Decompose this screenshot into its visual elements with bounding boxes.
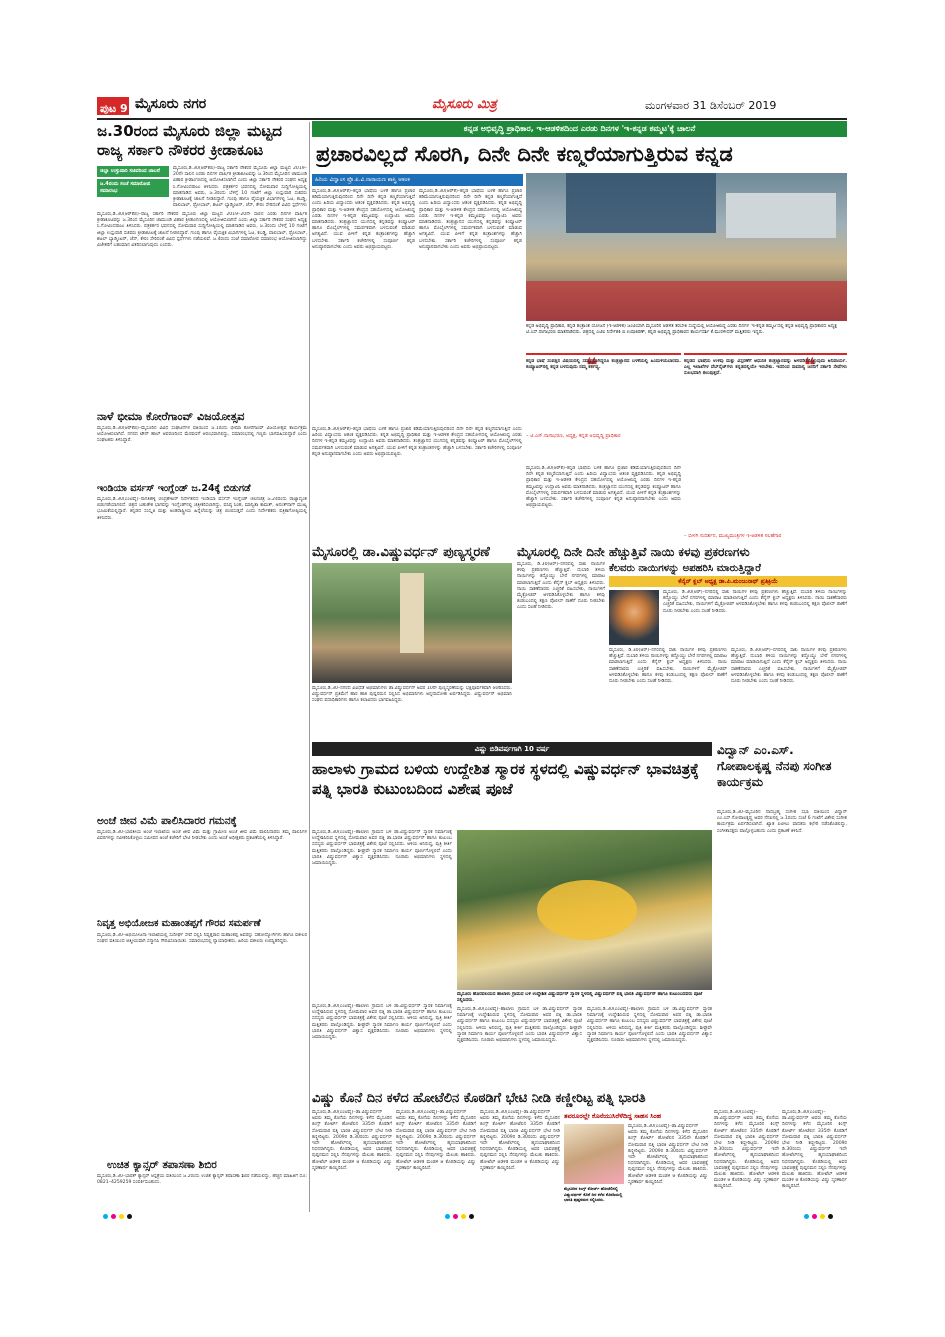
quote-attribution-2: – ಬೀಳಗಿ ಸುದರ್ಶನ, ಮುಖ್ಯಮಂತ್ರಿಗಳ ಇ-ಆಡಳಿತ ಸಲಹೆಗಾರ [684,533,782,539]
body-dogs-3: ಮೈಸೂರು, ಡಿ.30(ಆರ್‌)–ನಗರದಲ್ಲಿ ಸಾಕು ನಾಯಿಗಳ ಕಳವು ಪ್ರಕರಣಗಳು ಹೆಚ್ಚುತ್ತಿವೆ. ದುಬಾರಿ ತಳಿಯ ನಾಯಿಗಳನ್ನು ಕದ್ದೊಯ್ದು ಬೇರೆ ನಗರಗಳಲ್ಲಿ ಮಾರಾಟ ಮಾಡಲಾಗುತ್ತಿದೆ ಎಂದು ಕೆನೈನ್ ಕ್ಲಬ್ ಅಧ್ಯಕ್ಷರು ತಿಳಿಸಿದರು. ನಾಯಿ ಸಾಕಣೆದಾರರು ಎಚ್ಚರಿಕೆ ವಹಿಸಬೇಕು, ನಾಯಿಗಳಿಗೆ ಮೈಕ್ರೋಚಿಪ್ ಅಳವಡಿಸಿಕೊಳ್ಳಬೇಕು ಹಾಗೂ ಕಳವು ಕಂಡುಬಂದಲ್ಲಿ ತಕ್ಷಣ ಪೊಲೀಸ್ ಠಾಣೆಗೆ ದೂರು ನೀಡಬೇಕು ಎಂದು ಸಲಹೆ ನೀಡಿದರು. [609,648,727,685]
headline-koregaon: ನಾಳೆ ಭೀಮಾ ಕೋರೆಗಾಂವ್ ವಿಜಯೋತ್ಸವ [97,410,245,423]
quote-box-bilagi [684,353,847,543]
reg-dot [445,1214,450,1219]
headline-sports: ಜ.30ರಂದ ಮೈಸೂರು ಜಿಲ್ಲಾ ಮಟ್ಟದ ರಾಜ್ಯ ಸರ್ಕಾರಿ ನೌಕರರ ಕ್ರೀಡಾಕೂಟ [97,122,282,159]
body-vishnu-statue: ಮೈಸೂರು,ಡಿ.30–ನಗರದ ವಿವಿಧೆಡೆ ಅಭಿಮಾನಿಗಳು ಡಾ.ವಿಷ್ಣುವರ್ಧನ್ ಅವರ 10ನೇ ಪುಣ್ಯಸ್ಮರಣೆಯನ್ನು ಭಕ್ತಿಪೂರ್ವಕವಾಗಿ ಆಚರಿಸಿದರು. ವಿಷ್ಣುವರ್ಧನ್ ಪ್ರತಿಮೆಗೆ ಹಾರ ಹಾಕಿ ಪುಷ್ಪನಮನ ಸಲ್ಲಿಸಿದ ಅಭಿಮಾನಿಗಳು ಅನ್ನದಾಸೋಹ ಏರ್ಪಡಿಸಿದ್ದರು. ವಿಷ್ಣುವರ್ಧನ್ ಅಭಿಮಾನಿ ಸಂಘದ ಪದಾಧಿಕಾರಿಗಳು ಹಾಗೂ ಕಲಾವಿದರು ಭಾಗವಹಿಸಿದ್ದರು. [312,686,512,704]
column-divider [309,122,310,1212]
body-hotel-6: ಮೈಸೂರು,ಡಿ.30(ಎಂಟಿವೈ)–ಡಾ.ವಿಷ್ಣುವರ್ಧನ್ ಅವರು ತಮ್ಮ ಕೊನೆಯ ದಿನಗಳನ್ನು ಕಳೆದ ಮೈಸೂರಿನ ಕಿಂಗ್ಸ್ ಕೋರ್ಟ್ ಹೋಟೆಲಿನ 335ನೇ ಕೊಠಡಿಗೆ ಸೋಮವಾರ ಪತ್ನಿ ಭಾರತಿ ವಿಷ್ಣುವರ್ಧನ್ ಭೇಟಿ ನೀಡಿ ಕಣ್ಣೀರಿಟ್ಟರು. 2009ರ ಡಿ.30ರಂದು ವಿಷ್ಣುವರ್ಧನ್ ಇದೇ ಹೋಟೆಲ್‌ನಲ್ಲಿ ಹೃದಯಾಘಾತದಿಂದ ನಿಧನರಾಗಿದ್ದರು. ಕೊಠಡಿಯಲ್ಲಿ ಅವರ ಭಾವಚಿತ್ರಕ್ಕೆ ಪುಷ್ಪನಮನ ಸಲ್ಲಿಸಿ ನೆನಪುಗಳನ್ನು ಮೆಲುಕು ಹಾಕಿದರು. ಹೋಟೆಲ್ ಆಡಳಿತ ಮಂಡಳಿ ಆ ಕೊಠಡಿಯನ್ನು ವಿಷ್ಣು ಸ್ಮರಣಾರ್ಥ ಕಾಯ್ದಿರಿಸಿದೆ. [782,1110,847,1190]
headline-dogs: ಮೈಸೂರಲ್ಲಿ ದಿನೇ ದಿನೇ ಹೆಚ್ಚುತ್ತಿವೆ ನಾಯಿ ಕಳವು ಪ್ರಕರಣಗಳು [517,545,750,559]
body-hotel-2: ಮೈಸೂರು,ಡಿ.30(ಎಂಟಿವೈ)–ಡಾ.ವಿಷ್ಣುವರ್ಧನ್ ಅವರು ತಮ್ಮ ಕೊನೆಯ ದಿನಗಳನ್ನು ಕಳೆದ ಮೈಸೂರಿನ ಕಿಂಗ್ಸ್ ಕೋರ್ಟ್ ಹೋಟೆಲಿನ 335ನೇ ಕೊಠಡಿಗೆ ಸೋಮವಾರ ಪತ್ನಿ ಭಾರತಿ ವಿಷ್ಣುವರ್ಧನ್ ಭೇಟಿ ನೀಡಿ ಕಣ್ಣೀರಿಟ್ಟರು. 2009ರ ಡಿ.30ರಂದು ವಿಷ್ಣುವರ್ಧನ್ ಇದೇ ಹೋಟೆಲ್‌ನಲ್ಲಿ ಹೃದಯಾಘಾತದಿಂದ ನಿಧನರಾಗಿದ್ದರು. ಕೊಠಡಿಯಲ್ಲಿ ಅವರ ಭಾವಚಿತ್ರಕ್ಕೆ ಪುಷ್ಪನಮನ ಸಲ್ಲಿಸಿ ನೆನಪುಗಳನ್ನು ಮೆಲುಕು ಹಾಕಿದರು. ಹೋಟೆಲ್ ಆಡಳಿತ ಮಂಡಳಿ ಆ ಕೊಠಡಿಯನ್ನು ವಿಷ್ಣು ಸ್ಮರಣಾರ್ಥ ಕಾಯ್ದಿರಿಸಿದೆ. [396,1110,476,1171]
headline-hotel: ವಿಷ್ಣು ಕೊನೆ ದಿನ ಕಳೆದ ಹೋಟೆಲಿನ ಕೊಠಡಿಗೆ ಭೇಟಿ ನೀಡಿ ಕಣ್ಣೀರಿಟ್ಟ ಪತ್ನಿ ಭಾರತಿ [312,1091,646,1106]
masthead-rule [97,118,847,120]
headline-insurance: ಅಂಚೆ ಜೀವ ವಿಮೆ ಪಾಲಿಸಿದಾರರ ಗಮನಕ್ಕೆ [97,815,237,827]
fact-box [97,166,169,206]
body-kannada-4: ಮೈಸೂರು,ಡಿ.30(ಆರ್‌ಕೆ)–ಕನ್ನಡ ಭಾಷೆಯ ಬಳಕೆ ಹಾಗೂ ಪ್ರಚಾರ ಕಡಿಮೆಯಾಗುತ್ತಿರುವುದರಿಂದ ದಿನೇ ದಿನೇ ಕನ್ನಡ ಕಣ್ಮರೆಯಾಗುತ್ತಿದೆ ಎಂದು ಹಿರಿಯ ವಿದ್ವಾಂಸರು ಆತಂಕ ವ್ಯಕ್ತಪಡಿಸಿದರು. ಕನ್ನಡ ಅಭಿವೃದ್ಧಿ ಪ್ರಾಧಿಕಾರ ಮತ್ತು ಇ-ಆಡಳಿತ ಕೇಂದ್ರದ ಸಹಯೋಗದಲ್ಲಿ ಆಯೋಜಿಸಿದ್ದ ಎರಡು ದಿನಗಳ ಇ-ಕನ್ನಡ ಕಮ್ಮಟವನ್ನು ಉದ್ಘಾಟಿಸಿ ಅವರು ಮಾತನಾಡಿದರು. ತಂತ್ರಜ್ಞಾನದ ಯುಗದಲ್ಲಿ ಕನ್ನಡವನ್ನು ಕಂಪ್ಯೂಟರ್ ಹಾಗೂ ಮೊಬೈಲ್‌ಗಳಲ್ಲಿ ಸಮರ್ಪಕವಾಗಿ ಬಳಸುವಂತೆ ಮಾಡುವ ಅಗತ್ಯವಿದೆ. ಯುವ ಪೀಳಿಗೆ ಕನ್ನಡ ತಂತ್ರಾಂಶಗಳನ್ನು ಹೆಚ್ಚಾಗಿ ಬಳಸಬೇಕು. ಸರ್ಕಾರಿ ಕಚೇರಿಗಳಲ್ಲಿ ಸಂಪೂರ್ಣ ಕನ್ನಡ ಅನುಷ್ಠಾನವಾಗಬೇಕು ಎಂದು ಅವರು ಅಭಿಪ್ರಾಯಪಟ್ಟರು. [312,427,522,457]
body-vishnu-family-3: ಮೈಸೂರು,ಡಿ.30(ಎಂಟಿವೈ)–ಹಾಲಾಳು ಗ್ರಾಮದ ಬಳಿ ಡಾ.ವಿಷ್ಣುವರ್ಧನ್ ಸ್ಮಾರಕ ನಿರ್ಮಾಣಕ್ಕೆ ಉದ್ದೇಶಿಸಿರುವ ಸ್ಥಳದಲ್ಲಿ ಸೋಮವಾರ ಅವರ ಪತ್ನಿ ಡಾ.ಭಾರತಿ ವಿಷ್ಣುವರ್ಧನ್ ಹಾಗೂ ಕುಟುಂಬ ಸದಸ್ಯರು ವಿಷ್ಣುವರ್ಧನ್ ಭಾವಚಿತ್ರಕ್ಕೆ ವಿಶೇಷ ಪೂಜೆ ಸಲ್ಲಿಸಿದರು. ಅಳಿಯ ಅನಿರುದ್ಧ, ಪುತ್ರಿ ಕೀರ್ತಿ ಮತ್ತಿತರರು ಪಾಲ್ಗೊಂಡಿದ್ದರು. ಶೀಘ್ರವೇ ಸ್ಮಾರಕ ನಿರ್ಮಾಣ ಕಾರ್ಯ ಪೂರ್ಣಗೊಳ್ಳಲಿದೆ ಎಂದು ಭಾರತಿ ವಿಷ್ಣುವರ್ಧನ್ ವಿಶ್ವಾಸ ವ್ಯಕ್ತಪಡಿಸಿದರು. ನೂರಾರು ಅಭಿಮಾನಿಗಳು ಸ್ಥಳದಲ್ಲಿ ಜಮಾಯಿಸಿದ್ದರು. [457,1007,582,1044]
caption-kannada: ಕನ್ನಡ ಅಭಿವೃದ್ಧಿ ಪ್ರಾಧಿಕಾರ, ಕನ್ನಡ ತಂತ್ರಾಂಶ ಯೋಜನೆ (ಇ-ಆಡಳಿತ) ಜಂಟಿಯಾಗಿ ಮೈಸೂರಿನ ಆಡಳಿತ ತರಬೇತಿ ಸಂಸ್ಥೆಯಲ್ಲಿ ಆಯೋಜಿಸಿದ್ದ ಎರಡು ದಿನಗಳ 'ಇ-ಕನ್ನಡ ಕಮ್ಮಟ'ದಲ್ಲಿ ಕನ್ನಡ ಅಭಿವೃದ್ಧಿ ಪ್ರಾಧಿಕಾರದ ಅಧ್ಯಕ್ಷ ಟಿ.ಎಸ್.ನಾಗಾಭರಣ ಮಾತನಾಡಿದರು. ಚಿತ್ರದಲ್ಲಿ ಎಟಿಐ ನಿರ್ದೇಶಕಿ ಬಿ.ಉಷಾಕಿರಣ್, ಕನ್ನಡ ಅಭಿವೃದ್ಧಿ ಪ್ರಾಧಿಕಾರದ ಕಾರ್ಯದರ್ಶಿ ಕೆ.ಮುರಳೀಧರ್ ಮತ್ತಿತರರು ಇದ್ದರು. [526,324,837,335]
reg-dot [820,1214,825,1219]
reg-dot [469,1214,474,1219]
story-dogs [517,544,847,739]
body-dogs-1: ಮೈಸೂರು, ಡಿ.30(ಆರ್‌)–ನಗರದಲ್ಲಿ ಸಾಕು ನಾಯಿಗಳ ಕಳವು ಪ್ರಕರಣಗಳು ಹೆಚ್ಚುತ್ತಿವೆ. ದುಬಾರಿ ತಳಿಯ ನಾಯಿಗಳನ್ನು ಕದ್ದೊಯ್ದು ಬೇರೆ ನಗರಗಳಲ್ಲಿ ಮಾರಾಟ ಮಾಡಲಾಗುತ್ತಿದೆ ಎಂದು ಕೆನೈನ್ ಕ್ಲಬ್ ಅಧ್ಯಕ್ಷರು ತಿಳಿಸಿದರು. ನಾಯಿ ಸಾಕಣೆದಾರರು ಎಚ್ಚರಿಕೆ ವಹಿಸಬೇಕು, ನಾಯಿಗಳಿಗೆ ಮೈಕ್ರೋಚಿಪ್ ಅಳವಡಿಸಿಕೊಳ್ಳಬೇಕು ಹಾಗೂ ಕಳವು ಕಂಡುಬಂದಲ್ಲಿ ತಕ್ಷಣ ಪೊಲೀಸ್ ಠಾಣೆಗೆ ದೂರು ನೀಡಬೇಕು ಎಂದು ಸಲಹೆ ನೀಡಿದರು. [517,562,605,611]
headline-retired: ನಿವೃತ್ತ ಅಭಿಯೋಜಕ ಮಹಾಂತಪ್ಪಗೆ ಗೌರವ ಸಮರ್ಪಣೆ [97,918,261,929]
story-cancer [97,1158,307,1213]
kicker-dogs: ಕೆನೈನ್ ಕ್ಲಬ್ ಅಧ್ಯಕ್ಷ ಡಾ.ಪಿ.ಮಂಜುನಾಥ್ ಪ್ರತಿಕ್ರಿಯೆ [609,576,847,587]
body-dogs-2: ಮೈಸೂರು, ಡಿ.30(ಆರ್‌)–ನಗರದಲ್ಲಿ ಸಾಕು ನಾಯಿಗಳ ಕಳವು ಪ್ರಕರಣಗಳು ಹೆಚ್ಚುತ್ತಿವೆ. ದುಬಾರಿ ತಳಿಯ ನಾಯಿಗಳನ್ನು ಕದ್ದೊಯ್ದು ಬೇರೆ ನಗರಗಳಲ್ಲಿ ಮಾರಾಟ ಮಾಡಲಾಗುತ್ತಿದೆ ಎಂದು ಕೆನೈನ್ ಕ್ಲಬ್ ಅಧ್ಯಕ್ಷರು ತಿಳಿಸಿದರು. ನಾಯಿ ಸಾಕಣೆದಾರರು ಎಚ್ಚರಿಕೆ ವಹಿಸಬೇಕು, ನಾಯಿಗಳಿಗೆ ಮೈಕ್ರೋಚಿಪ್ ಅಳವಡಿಸಿಕೊಳ್ಳಬೇಕು ಹಾಗೂ ಕಳವು ಕಂಡುಬಂದಲ್ಲಿ ತಕ್ಷಣ ಪೊಲೀಸ್ ಠಾಣೆಗೆ ದೂರು ನೀಡಬೇಕು ಎಂದು ಸಲಹೆ ನೀಡಿದರು. [663,590,847,614]
reg-dot [453,1214,458,1219]
body-koregaon: ಮೈಸೂರು,ಡಿ.30(ಆರ್‌ಕೆಬಿ)–ಮೈಸೂರಿನ ವಿವಿಧ ಸಂಘಟನೆಗಳ ವತಿಯಿಂದ ಜ.1ರಂದು ಭೀಮಾ ಕೋರೆಗಾಂವ್ ವಿಜಯೋತ್ಸವ ಕಾರ್ಯಕ್ರಮ ಆಯೋಜಿಸಲಾಗಿದೆ. ನಗರದ ಟೌನ್ ಹಾಲ್ ಆವರಣದಿಂದ ಮೆರವಣಿಗೆ ಆರಂಭವಾಗಲಿದ್ದು, ಸಮಾರಂಭದಲ್ಲಿ ಗಣ್ಯರು ಭಾಗವಹಿಸಲಿದ್ದಾರೆ ಎಂದು ಸಂಘಟಕರು ತಿಳಿಸಿದ್ದಾರೆ. [97,426,307,444]
story-koregaon [97,410,307,482]
quote-mark-icon: ❝ [586,353,598,377]
quote-box-nagabharana [526,353,681,465]
story-sports [97,122,307,407]
masthead [97,95,847,117]
caption-vishnu-family: ಮೈಸೂರು ಹೊರವಲಯದ ಹಾಲಾಳು ಗ್ರಾಮದ ಬಳಿ ಉದ್ದೇಶಿತ ವಿಷ್ಣುವರ್ಧನ್ ಸ್ಮಾರಕ ಸ್ಥಳದಲ್ಲಿ ವಿಷ್ಣುವರ್ಧನ್ ಪತ್ನಿ ಭಾರತಿ ವಿಷ್ಣುವರ್ಧನ್ ಹಾಗೂ ಕುಟುಂಬದವರು ಪೂಜೆ ಸಲ್ಲಿಸಿದರು. [457,992,703,1003]
photo-vishnu-statue [312,563,512,683]
body-hotel-1: ಮೈಸೂರು,ಡಿ.30(ಎಂಟಿವೈ)–ಡಾ.ವಿಷ್ಣುವರ್ಧನ್ ಅವರು ತಮ್ಮ ಕೊನೆಯ ದಿನಗಳನ್ನು ಕಳೆದ ಮೈಸೂರಿನ ಕಿಂಗ್ಸ್ ಕೋರ್ಟ್ ಹೋಟೆಲಿನ 335ನೇ ಕೊಠಡಿಗೆ ಸೋಮವಾರ ಪತ್ನಿ ಭಾರತಿ ವಿಷ್ಣುವರ್ಧನ್ ಭೇಟಿ ನೀಡಿ ಕಣ್ಣೀರಿಟ್ಟರು. 2009ರ ಡಿ.30ರಂದು ವಿಷ್ಣುವರ್ಧನ್ ಇದೇ ಹೋಟೆಲ್‌ನಲ್ಲಿ ಹೃದಯಾಘಾತದಿಂದ ನಿಧನರಾಗಿದ್ದರು. ಕೊಠಡಿಯಲ್ಲಿ ಅವರ ಭಾವಚಿತ್ರಕ್ಕೆ ಪುಷ್ಪನಮನ ಸಲ್ಲಿಸಿ ನೆನಪುಗಳನ್ನು ಮೆಲುಕು ಹಾಕಿದರು. ಹೋಟೆಲ್ ಆಡಳಿತ ಮಂಡಳಿ ಆ ಕೊಠಡಿಯನ್ನು ವಿಷ್ಣು ಸ್ಮರಣಾರ್ಥ ಕಾಯ್ದಿರಿಸಿದೆ. [312,1110,392,1171]
fact-box-item-1: ಜಿಲ್ಲಾ ಉಸ್ತುವಾರಿ ಸಚಿವರಿಂದ ಚಾಲನೆ [97,166,169,177]
reg-dot [461,1214,466,1219]
banner-kannada: ಕನ್ನಡ ಅಭಿವೃದ್ಧಿ ಪ್ರಾಧಿಕಾರ, ಇ-ಆಡಳಿತದಿಂದ ಎರಡು ದಿನಗಳ 'ಇ-ಕನ್ನಡ ಕಮ್ಮಟ'ಕ್ಕೆ ಚಾಲನೆ [312,121,847,137]
reg-dot [127,1214,132,1219]
photo-statue-figure [400,573,424,653]
headline-vishnu-statue: ಮೈಸೂರಲ್ಲಿ ಡಾ.ವಿಷ್ಣುವರ್ಧನ್ ಪುಣ್ಯಸ್ಮರಣೆ [312,545,490,560]
paper-logo: ಮೈಸೂರು ಮಿತ್ರ [432,97,497,112]
story-kannada [312,121,847,541]
story-music [717,742,847,1087]
body-sports-b: ಮೈಸೂರು,ಡಿ.30(ಆರ್‌ಕೆಬಿ)–ರಾಜ್ಯ ಸರ್ಕಾರಿ ನೌಕರರ ಮೈಸೂರು ಜಿಲ್ಲಾ ಮಟ್ಟದ 2019–20ನೇ ಸಾಲಿನ ಎರಡು ದಿನಗಳ ವಾರ್ಷಿಕ ಕ್ರೀಡಾಕೂಟವನ್ನು ಜ.3ರಿಂದ ಮೈಸೂರಿನ ಚಾಮುಂಡಿ ವಿಹಾರ ಕ್ರೀಡಾಂಗಣದಲ್ಲಿ ಆಯೋಜಿಸಲಾಗಿದೆ ಎಂದು ಜಿಲ್ಲಾ ಸರ್ಕಾರಿ ನೌಕರರ ಸಂಘದ ಅಧ್ಯಕ್ಷ ಸಿ.ಗೋವಿಂದರಾಜು ತಿಳಿಸಿದರು. ಪತ್ರಕರ್ತರ ಭವನದಲ್ಲಿ ಸೋಮವಾರ ಸುದ್ದಿಗೋಷ್ಠಿಯಲ್ಲಿ ಮಾತನಾಡಿದ ಅವರು, ಜ.3ರಂದು ಬೆಳಿಗ್ಗೆ 10 ಗಂಟೆಗೆ ಜಿಲ್ಲಾ ಉಸ್ತುವಾರಿ ಸಚಿವರು ಕ್ರೀಡಾಕೂಟಕ್ಕೆ ಚಾಲನೆ ನೀಡಲಿದ್ದಾರೆ. ಗುಂಪು ಹಾಗೂ ವೈಯಕ್ತಿಕ ವಿಭಾಗಗಳಲ್ಲಿ ಓಟ, ಕಬಡ್ಡಿ, ವಾಲಿಬಾಲ್, ಥ್ರೋಬಾಲ್, ಶಟಲ್ ಬ್ಯಾಡ್ಮಿಂಟನ್, ಚೆಸ್, ಕೇರಂ ಸೇರಿದಂತೆ ವಿವಿಧ ಸ್ಪರ್ಧೆಗಳು ನಡೆಯಲಿವೆ. ಜ.4ರಂದು ಸಂಜೆ ಸಮಾರೋಪ ಸಮಾರಂಭ ಆಯೋಜಿಸಲಾಗಿದ್ದು ವಿಜೇತರಿಗೆ ಬಹುಮಾನ ವಿತರಿಸಲಾಗುವುದು ಎಂದರು. [97,212,307,249]
caption-hotel: ಮೈಸೂರಿನ ಕಿಂಗ್ಸ್ ಕೋರ್ಟ್ ಹೋಟೆಲಿನಲ್ಲಿ ವಿಷ್ಣುವರ್ಧನ್ ಕೊನೆ ದಿನ ಕಳೆದ ಕೊಠಡಿಯಲ್ಲಿ ಭಾರತಿ ಪುಷ್ಪನಮನ ಸಲ್ಲಿಸಿದರು. [564,1186,623,1202]
reg-dot [828,1214,833,1219]
subhead-hotel: ತವರೂರಲ್ಲೇ ಕೊನೆಯುಸಿರೆಳೆದಿದ್ದ ಸಾಹಸ ಸಿಂಹ [564,1112,662,1120]
kicker-kannada: ಹಿರಿಯ ವಿದ್ವಾಂಸ ಪ್ರೊ.ಪಿ.ವಿ.ನಾರಾಯಣ ಶಾಸ್ತ್ರಿ ಆತಂಕ [312,174,523,186]
reg-dot [119,1214,124,1219]
reg-dot [812,1214,817,1219]
page-number: ಪುಟ 9 [100,102,128,115]
body-cricket: ಮೈಸೂರು,ಡಿ.30(ಎಂಟಿವೈ)–ನಾಗತಿಹಳ್ಳಿ ಚಂದ್ರಶೇಖರ್ ನಿರ್ದೇಶನದ ಇಂಡಿಯಾ ವರ್ಸಸ್ ಇಂಗ್ಲೆಂಡ್ ಚಲನಚಿತ್ರ ಜ.24ರಂದು ರಾಜ್ಯಾದ್ಯಂತ ಬಿಡುಗಡೆಯಾಗಲಿದೆ. ಚಿತ್ರದ ಬಹುತೇಕ ಭಾಗವನ್ನು ಇಂಗ್ಲೆಂಡ್‌ನಲ್ಲಿ ಚಿತ್ರೀಕರಿಸಲಾಗಿದ್ದು, ವಸಿಷ್ಠ ಸಿಂಹ, ಮಾನ್ವಿತಾ ಕಾಮತ್, ಅನಂತ್‌ನಾಗ್ ಮುಖ್ಯ ಭೂಮಿಕೆಯಲ್ಲಿದ್ದಾರೆ. ಕನ್ನಡದ ಸಂಸ್ಕೃತಿ ಮತ್ತು ಅಂತರಾಷ್ಟ್ರೀಯ ಹಿನ್ನೆಲೆಯನ್ನು ಚಿತ್ರ ಬಿಂಬಿಸುತ್ತದೆ ಎಂದು ನಿರ್ದೇಶಕರು ಪತ್ರಿಕಾಗೋಷ್ಠಿಯಲ್ಲಿ ತಿಳಿಸಿದರು. [97,497,307,521]
body-vishnu-family-2: ಮೈಸೂರು,ಡಿ.30(ಎಂಟಿವೈ)–ಹಾಲಾಳು ಗ್ರಾಮದ ಬಳಿ ಡಾ.ವಿಷ್ಣುವರ್ಧನ್ ಸ್ಮಾರಕ ನಿರ್ಮಾಣಕ್ಕೆ ಉದ್ದೇಶಿಸಿರುವ ಸ್ಥಳದಲ್ಲಿ ಸೋಮವಾರ ಅವರ ಪತ್ನಿ ಡಾ.ಭಾರತಿ ವಿಷ್ಣುವರ್ಧನ್ ಹಾಗೂ ಕುಟುಂಬ ಸದಸ್ಯರು ವಿಷ್ಣುವರ್ಧನ್ ಭಾವಚಿತ್ರಕ್ಕೆ ವಿಶೇಷ ಪೂಜೆ ಸಲ್ಲಿಸಿದರು. ಅಳಿಯ ಅನಿರುದ್ಧ, ಪುತ್ರಿ ಕೀರ್ತಿ ಮತ್ತಿತರರು ಪಾಲ್ಗೊಂಡಿದ್ದರು. ಶೀಘ್ರವೇ ಸ್ಮಾರಕ ನಿರ್ಮಾಣ ಕಾರ್ಯ ಪೂರ್ಣಗೊಳ್ಳಲಿದೆ ಎಂದು ಭಾರತಿ ವಿಷ್ಣುವರ್ಧನ್ ವಿಶ್ವಾಸ ವ್ಯಕ್ತಪಡಿಸಿದರು. ನೂರಾರು ಅಭಿಮಾನಿಗಳು ಸ್ಥಳದಲ್ಲಿ ಜಮಾಯಿಸಿದ್ದರು. [312,1004,452,1041]
story-vishnu-family [312,742,712,1087]
photo-vishnu-family [457,830,712,990]
body-music: ಮೈಸೂರು,ಡಿ.30–ಮೈಸೂರಿನ ನಾದಬ್ರಹ್ಮ ಸಂಗೀತ ಸಭಾ ವತಿಯಿಂದ ವಿದ್ವಾನ್ ಎಂ.ಎಸ್.ಗೋಪಾಲಕೃಷ್ಣ ಅವರ ನೆನಪಿನಲ್ಲಿ ಜ.1ರಂದು ಸಂಜೆ 6 ಗಂಟೆಗೆ ವಿಶೇಷ ಸಂಗೀತ ಕಾರ್ಯಕ್ರಮ ಏರ್ಪಡಿಸಲಾಗಿದೆ. ಖ್ಯಾತ ಪಿಟೀಲು ವಾದಕರು ಕಛೇರಿ ನಡೆಸಿಕೊಡಲಿದ್ದು, ಸಂಗೀತಾಸಕ್ತರು ಪಾಲ್ಗೊಳ್ಳಬಹುದು ಎಂದು ಪ್ರಕಟಣೆ ತಿಳಿಸಿದೆ. [717,810,847,834]
registration-marks-center [445,1214,515,1220]
story-insurance [97,814,307,914]
reg-dot [103,1214,108,1219]
reg-dot [804,1214,809,1219]
subhead-dogs: ಕೆಲವರು ನಾಯಿಗಳನ್ನು ಅಪಹರಿಸಿ ಮಾರುತ್ತಿದ್ದಾರೆ [609,563,761,574]
body-hotel-5: ಮೈಸೂರು,ಡಿ.30(ಎಂಟಿವೈ)–ಡಾ.ವಿಷ್ಣುವರ್ಧನ್ ಅವರು ತಮ್ಮ ಕೊನೆಯ ದಿನಗಳನ್ನು ಕಳೆದ ಮೈಸೂರಿನ ಕಿಂಗ್ಸ್ ಕೋರ್ಟ್ ಹೋಟೆಲಿನ 335ನೇ ಕೊಠಡಿಗೆ ಸೋಮವಾರ ಪತ್ನಿ ಭಾರತಿ ವಿಷ್ಣುವರ್ಧನ್ ಭೇಟಿ ನೀಡಿ ಕಣ್ಣೀರಿಟ್ಟರು. 2009ರ ಡಿ.30ರಂದು ವಿಷ್ಣುವರ್ಧನ್ ಇದೇ ಹೋಟೆಲ್‌ನಲ್ಲಿ ಹೃದಯಾಘಾತದಿಂದ ನಿಧನರಾಗಿದ್ದರು. ಕೊಠಡಿಯಲ್ಲಿ ಅವರ ಭಾವಚಿತ್ರಕ್ಕೆ ಪುಷ್ಪನಮನ ಸಲ್ಲಿಸಿ ನೆನಪುಗಳನ್ನು ಮೆಲುಕು ಹಾಕಿದರು. ಹೋಟೆಲ್ ಆಡಳಿತ ಮಂಡಳಿ ಆ ಕೊಠಡಿಯನ್ನು ವಿಷ್ಣು ಸ್ಮರಣಾರ್ಥ ಕಾಯ್ದಿರಿಸಿದೆ. [714,1110,779,1190]
photo-screen [726,193,836,238]
body-cancer: ಮೈಸೂರು,ಡಿ.30–ಭಾರತ್ ಕ್ಯಾನ್ಸರ್ ಆಸ್ಪತ್ರೆಯ ವತಿಯಿಂದ ಜ.2ರಂದು ಉಚಿತ ಕ್ಯಾನ್ಸರ್ ತಪಾಸಣಾ ಶಿಬಿರ ನಡೆಯಲಿದ್ದು, ಹೆಚ್ಚಿನ ಮಾಹಿತಿಗೆ ದೂ: 0821–4259259 ಸಂಪರ್ಕಿಸಬಹುದು. [97,1174,307,1186]
body-insurance: ಮೈಸೂರು,ಡಿ.30–ಭಾರತೀಯ ಅಂಚೆ ಇಲಾಖೆಯ ಅಂಚೆ ಜೀವ ವಿಮೆ ಮತ್ತು ಗ್ರಾಮೀಣ ಅಂಚೆ ಜೀವ ವಿಮೆ ಪಾಲಿಸಿದಾರರು ತಮ್ಮ ಪಾಲಿಸಿಗಳ ವಿವರಗಳನ್ನು ನವೀಕರಿಸಿಕೊಳ್ಳಲು ಸಮೀಪದ ಅಂಚೆ ಕಚೇರಿಗೆ ಭೇಟಿ ನೀಡಬೇಕು ಎಂದು ಅಂಚೆ ಅಧೀಕ್ಷಕರು ಪ್ರಕಟಣೆಯಲ್ಲಿ ತಿಳಿಸಿದ್ದಾರೆ. [97,830,307,842]
body-dogs-4: ಮೈಸೂರು, ಡಿ.30(ಆರ್‌)–ನಗರದಲ್ಲಿ ಸಾಕು ನಾಯಿಗಳ ಕಳವು ಪ್ರಕರಣಗಳು ಹೆಚ್ಚುತ್ತಿವೆ. ದುಬಾರಿ ತಳಿಯ ನಾಯಿಗಳನ್ನು ಕದ್ದೊಯ್ದು ಬೇರೆ ನಗರಗಳಲ್ಲಿ ಮಾರಾಟ ಮಾಡಲಾಗುತ್ತಿದೆ ಎಂದು ಕೆನೈನ್ ಕ್ಲಬ್ ಅಧ್ಯಕ್ಷರು ತಿಳಿಸಿದರು. ನಾಯಿ ಸಾಕಣೆದಾರರು ಎಚ್ಚರಿಕೆ ವಹಿಸಬೇಕು, ನಾಯಿಗಳಿಗೆ ಮೈಕ್ರೋಚಿಪ್ ಅಳವಡಿಸಿಕೊಳ್ಳಬೇಕು ಹಾಗೂ ಕಳವು ಕಂಡುಬಂದಲ್ಲಿ ತಕ್ಷಣ ಪೊಲೀಸ್ ಠಾಣೆಗೆ ದೂರು ನೀಡಬೇಕು ಎಂದು ಸಲಹೆ ನೀಡಿದರು. [731,648,847,685]
headline-cancer: ಉಚಿತ ಕ್ಯಾನ್ಸರ್ ತಪಾಸಣಾ ಶಿಬಿರ [107,1159,217,1171]
body-vishnu-family-1: ಮೈಸೂರು,ಡಿ.30(ಎಂಟಿವೈ)–ಹಾಲಾಳು ಗ್ರಾಮದ ಬಳಿ ಡಾ.ವಿಷ್ಣುವರ್ಧನ್ ಸ್ಮಾರಕ ನಿರ್ಮಾಣಕ್ಕೆ ಉದ್ದೇಶಿಸಿರುವ ಸ್ಥಳದಲ್ಲಿ ಸೋಮವಾರ ಅವರ ಪತ್ನಿ ಡಾ.ಭಾರತಿ ವಿಷ್ಣುವರ್ಧನ್ ಹಾಗೂ ಕುಟುಂಬ ಸದಸ್ಯರು ವಿಷ್ಣುವರ್ಧನ್ ಭಾವಚಿತ್ರಕ್ಕೆ ವಿಶೇಷ ಪೂಜೆ ಸಲ್ಲಿಸಿದರು. ಅಳಿಯ ಅನಿರುದ್ಧ, ಪುತ್ರಿ ಕೀರ್ತಿ ಮತ್ತಿತರರು ಪಾಲ್ಗೊಂಡಿದ್ದರು. ಶೀಘ್ರವೇ ಸ್ಮಾರಕ ನಿರ್ಮಾಣ ಕಾರ್ಯ ಪೂರ್ಣಗೊಳ್ಳಲಿದೆ ಎಂದು ಭಾರತಿ ವಿಷ್ಣುವರ್ಧನ್ ವಿಶ್ವಾಸ ವ್ಯಕ್ತಪಡಿಸಿದರು. ನೂರಾರು ಅಭಿಮಾನಿಗಳು ಸ್ಥಳದಲ್ಲಿ ಜಮಾಯಿಸಿದ್ದರು. [312,830,452,867]
page-number-badge [97,97,129,115]
story-retired [97,917,307,1057]
quote-text-1: ಕನ್ನಡ ಭಾಷೆ ಸಂಪತ್ತಿನ ವಿಷಯದಲ್ಲಿ ಸಮೃದ್ಧವಾಗಿದ್ದರೂ ತಂತ್ರಜ್ಞಾನದ ಬಳಕೆಯಲ್ಲಿ ಹಿಂದುಳಿಯಬಾರದು. ಕಂಪ್ಯೂಟರ್‌ನಲ್ಲಿ ಕನ್ನಡ ಬಳಸುವುದು ನಮ್ಮ ಕರ್ತವ್ಯ. [526,359,681,371]
quote-mark-icon-2: ❝ [804,353,816,377]
body-kannada-1: ಮೈಸೂರು,ಡಿ.30(ಆರ್‌ಕೆ)–ಕನ್ನಡ ಭಾಷೆಯ ಬಳಕೆ ಹಾಗೂ ಪ್ರಚಾರ ಕಡಿಮೆಯಾಗುತ್ತಿರುವುದರಿಂದ ದಿನೇ ದಿನೇ ಕನ್ನಡ ಕಣ್ಮರೆಯಾಗುತ್ತಿದೆ ಎಂದು ಹಿರಿಯ ವಿದ್ವಾಂಸರು ಆತಂಕ ವ್ಯಕ್ತಪಡಿಸಿದರು. ಕನ್ನಡ ಅಭಿವೃದ್ಧಿ ಪ್ರಾಧಿಕಾರ ಮತ್ತು ಇ-ಆಡಳಿತ ಕೇಂದ್ರದ ಸಹಯೋಗದಲ್ಲಿ ಆಯೋಜಿಸಿದ್ದ ಎರಡು ದಿನಗಳ ಇ-ಕನ್ನಡ ಕಮ್ಮಟವನ್ನು ಉದ್ಘಾಟಿಸಿ ಅವರು ಮಾತನಾಡಿದರು. ತಂತ್ರಜ್ಞಾನದ ಯುಗದಲ್ಲಿ ಕನ್ನಡವನ್ನು ಕಂಪ್ಯೂಟರ್ ಹಾಗೂ ಮೊಬೈಲ್‌ಗಳಲ್ಲಿ ಸಮರ್ಪಕವಾಗಿ ಬಳಸುವಂತೆ ಮಾಡುವ ಅಗತ್ಯವಿದೆ. ಯುವ ಪೀಳಿಗೆ ಕನ್ನಡ ತಂತ್ರಾಂಶಗಳನ್ನು ಹೆಚ್ಚಾಗಿ ಬಳಸಬೇಕು. ಸರ್ಕಾರಿ ಕಚೇರಿಗಳಲ್ಲಿ ಸಂಪೂರ್ಣ ಕನ್ನಡ ಅನುಷ್ಠಾನವಾಗಬೇಕು ಎಂದು ಅವರು ಅಭಿಪ್ರಾಯಪಟ್ಟರು. [312,189,415,250]
quote-attribution-1: – ಟಿ.ಎಸ್.ನಾಗಾಭರಣ, ಅಧ್ಯಕ್ಷ, ಕನ್ನಡ ಅಭಿವೃದ್ಧಿ ಪ್ರಾಧಿಕಾರ [526,433,621,439]
body-hotel-3: ಮೈಸೂರು,ಡಿ.30(ಎಂಟಿವೈ)–ಡಾ.ವಿಷ್ಣುವರ್ಧನ್ ಅವರು ತಮ್ಮ ಕೊನೆಯ ದಿನಗಳನ್ನು ಕಳೆದ ಮೈಸೂರಿನ ಕಿಂಗ್ಸ್ ಕೋರ್ಟ್ ಹೋಟೆಲಿನ 335ನೇ ಕೊಠಡಿಗೆ ಸೋಮವಾರ ಪತ್ನಿ ಭಾರತಿ ವಿಷ್ಣುವರ್ಧನ್ ಭೇಟಿ ನೀಡಿ ಕಣ್ಣೀರಿಟ್ಟರು. 2009ರ ಡಿ.30ರಂದು ವಿಷ್ಣುವರ್ಧನ್ ಇದೇ ಹೋಟೆಲ್‌ನಲ್ಲಿ ಹೃದಯಾಘಾತದಿಂದ ನಿಧನರಾಗಿದ್ದರು. ಕೊಠಡಿಯಲ್ಲಿ ಅವರ ಭಾವಚಿತ್ರಕ್ಕೆ ಪುಷ್ಪನಮನ ಸಲ್ಲಿಸಿ ನೆನಪುಗಳನ್ನು ಮೆಲುಕು ಹಾಕಿದರು. ಹೋಟೆಲ್ ಆಡಳಿತ ಮಂಡಳಿ ಆ ಕೊಠಡಿಯನ್ನು ವಿಷ್ಣು ಸ್ಮರಣಾರ್ಥ ಕಾಯ್ದಿರಿಸಿದೆ. [480,1110,560,1171]
body-retired: ಮೈಸೂರು,ಡಿ.30–ಅಭಿಯೋಜನಾ ಇಲಾಖೆಯಲ್ಲಿ ಸುದೀರ್ಘ ಸೇವೆ ಸಲ್ಲಿಸಿ ನಿವೃತ್ತರಾದ ಮಹಾಂತಪ್ಪ ಅವರನ್ನು ಸಹೋದ್ಯೋಗಿಗಳು ಹಾಗೂ ವಕೀಲರ ಸಂಘದ ವತಿಯಿಂದ ಆತ್ಮೀಯವಾಗಿ ಸನ್ಮಾನಿಸಿ ಗೌರವಿಸಲಾಯಿತು. ಸಮಾರಂಭದಲ್ಲಿ ನ್ಯಾಯಾಧೀಶರು, ಹಿರಿಯ ವಕೀಲರು ಉಪಸ್ಥಿತರಿದ್ದರು. [97,933,307,945]
body-sports-a: ಮೈಸೂರು,ಡಿ.30(ಆರ್‌ಕೆಬಿ)–ರಾಜ್ಯ ಸರ್ಕಾರಿ ನೌಕರರ ಮೈಸೂರು ಜಿಲ್ಲಾ ಮಟ್ಟದ 2019–20ನೇ ಸಾಲಿನ ಎರಡು ದಿನಗಳ ವಾರ್ಷಿಕ ಕ್ರೀಡಾಕೂಟವನ್ನು ಜ.3ರಿಂದ ಮೈಸೂರಿನ ಚಾಮುಂಡಿ ವಿಹಾರ ಕ್ರೀಡಾಂಗಣದಲ್ಲಿ ಆಯೋಜಿಸಲಾಗಿದೆ ಎಂದು ಜಿಲ್ಲಾ ಸರ್ಕಾರಿ ನೌಕರರ ಸಂಘದ ಅಧ್ಯಕ್ಷ ಸಿ.ಗೋವಿಂದರಾಜು ತಿಳಿಸಿದರು. ಪತ್ರಕರ್ತರ ಭವನದಲ್ಲಿ ಸೋಮವಾರ ಸುದ್ದಿಗೋಷ್ಠಿಯಲ್ಲಿ ಮಾತನಾಡಿದ ಅವರು, ಜ.3ರಂದು ಬೆಳಿಗ್ಗೆ 10 ಗಂಟೆಗೆ ಜಿಲ್ಲಾ ಉಸ್ತುವಾರಿ ಸಚಿವರು ಕ್ರೀಡಾಕೂಟಕ್ಕೆ ಚಾಲನೆ ನೀಡಲಿದ್ದಾರೆ. ಗುಂಪು ಹಾಗೂ ವೈಯಕ್ತಿಕ ವಿಭಾಗಗಳಲ್ಲಿ ಓಟ, ಕಬಡ್ಡಿ, ವಾಲಿಬಾಲ್, ಥ್ರೋಬಾಲ್, ಶಟಲ್ ಬ್ಯಾಡ್ಮಿಂಟನ್, ಚೆಸ್, ಕೇರಂ ಸೇರಿದಂತೆ ವಿವಿಧ ಸ್ಪರ್ಧೆಗಳು [173,166,307,208]
headline-music: ವಿದ್ವಾನ್ ಎಂ.ಎಸ್. ಗೋಪಾಲಕೃಷ್ಣ ನೆನಪು ಸಂಗೀತ ಕಾರ್ಯಕ್ರಮ [717,743,832,789]
headline-kannada: ಪ್ರಚಾರವಿಲ್ಲದೆ ಸೊರಗಿ, ದಿನೇ ದಿನೇ ಕಣ್ಮರೆಯಾಗುತ್ತಿರುವ ಕನ್ನಡ [316,142,733,166]
body-hotel-4: ಮೈಸೂರು,ಡಿ.30(ಎಂಟಿವೈ)–ಡಾ.ವಿಷ್ಣುವರ್ಧನ್ ಅವರು ತಮ್ಮ ಕೊನೆಯ ದಿನಗಳನ್ನು ಕಳೆದ ಮೈಸೂರಿನ ಕಿಂಗ್ಸ್ ಕೋರ್ಟ್ ಹೋಟೆಲಿನ 335ನೇ ಕೊಠಡಿಗೆ ಸೋಮವಾರ ಪತ್ನಿ ಭಾರತಿ ವಿಷ್ಣುವರ್ಧನ್ ಭೇಟಿ ನೀಡಿ ಕಣ್ಣೀರಿಟ್ಟರು. 2009ರ ಡಿ.30ರಂದು ವಿಷ್ಣುವರ್ಧನ್ ಇದೇ ಹೋಟೆಲ್‌ನಲ್ಲಿ ಹೃದಯಾಘಾತದಿಂದ ನಿಧನರಾಗಿದ್ದರು. ಕೊಠಡಿಯಲ್ಲಿ ಅವರ ಭಾವಚಿತ್ರಕ್ಕೆ ಪುಷ್ಪನಮನ ಸಲ್ಲಿಸಿ ನೆನಪುಗಳನ್ನು ಮೆಲುಕು ಹಾಕಿದರು. ಹೋಟೆಲ್ ಆಡಳಿತ ಮಂಡಳಿ ಆ ಕೊಠಡಿಯನ್ನು ವಿಷ್ಣು ಸ್ಮರಣಾರ್ಥ ಕಾಯ್ದಿರಿಸಿದೆ. [628,1124,708,1185]
photo-kannada-event [526,173,847,321]
story-cricket [97,482,307,812]
story-hotel [312,1090,847,1215]
tag-vishnu-10-years: ವಿಷ್ಣು ಬಿಡಿವರ್ಷಗಾಗಿ 10 ವರ್ಷ [312,742,712,756]
date-line: ಮಂಗಳವಾರ 31 ಡಿಸೆಂಬರ್ 2019 [645,99,777,112]
quote-text-2: ಕನ್ನಡದ ಭಾಷೆಯ ಉಳಿವು ಮತ್ತು ವಿಸ್ತರಣೆಗೆ ಅಧುನಿಕ ತಂತ್ರಜ್ಞಾನವನ್ನು ಅಳವಡಿಸಿಕೊಳ್ಳುವುದು ಅನಿವಾರ್ಯ. ಎಲ್ಲ ಇಲಾಖೆಗಳ ವೆಬ್‌ಸೈಟ್‌ಗಳು ಕನ್ನಡದಲ್ಲಿಯೇ ಇರಬೇಕು. ಇದರಿಂದ ಸಾಮಾನ್ಯ ಜನರಿಗೆ ಸರ್ಕಾರಿ ಸೇವೆಗಳು ಸುಲಭವಾಗಿ ತಲುಪುತ್ತವೆ. [684,359,847,377]
photo-table [526,281,847,321]
photo-banner-backdrop [566,173,716,233]
photo-garland [537,880,637,940]
fact-box-item-2: ಜ.4ರಂದು ಸಂಜೆ ಸಮಾರೋಪ ಸಮಾರಂಭ [97,179,169,197]
reg-dot [111,1214,116,1219]
headline-cricket: ಇಂಡಿಯಾ ವರ್ಸಸ್ ಇಂಗ್ಲೆಂಡ್ ಜ.24ಕ್ಕೆ ಬಿಡುಗಡೆ [97,483,251,494]
registration-marks-left [103,1214,173,1220]
photo-hotel-room [564,1124,624,1184]
body-kannada-2: ಮೈಸೂರು,ಡಿ.30(ಆರ್‌ಕೆ)–ಕನ್ನಡ ಭಾಷೆಯ ಬಳಕೆ ಹಾಗೂ ಪ್ರಚಾರ ಕಡಿಮೆಯಾಗುತ್ತಿರುವುದರಿಂದ ದಿನೇ ದಿನೇ ಕನ್ನಡ ಕಣ್ಮರೆಯಾಗುತ್ತಿದೆ ಎಂದು ಹಿರಿಯ ವಿದ್ವಾಂಸರು ಆತಂಕ ವ್ಯಕ್ತಪಡಿಸಿದರು. ಕನ್ನಡ ಅಭಿವೃದ್ಧಿ ಪ್ರಾಧಿಕಾರ ಮತ್ತು ಇ-ಆಡಳಿತ ಕೇಂದ್ರದ ಸಹಯೋಗದಲ್ಲಿ ಆಯೋಜಿಸಿದ್ದ ಎರಡು ದಿನಗಳ ಇ-ಕನ್ನಡ ಕಮ್ಮಟವನ್ನು ಉದ್ಘಾಟಿಸಿ ಅವರು ಮಾತನಾಡಿದರು. ತಂತ್ರಜ್ಞಾನದ ಯುಗದಲ್ಲಿ ಕನ್ನಡವನ್ನು ಕಂಪ್ಯೂಟರ್ ಹಾಗೂ ಮೊಬೈಲ್‌ಗಳಲ್ಲಿ ಸಮರ್ಪಕವಾಗಿ ಬಳಸುವಂತೆ ಮಾಡುವ ಅಗತ್ಯವಿದೆ. ಯುವ ಪೀಳಿಗೆ ಕನ್ನಡ ತಂತ್ರಾಂಶಗಳನ್ನು ಹೆಚ್ಚಾಗಿ ಬಳಸಬೇಕು. ಸರ್ಕಾರಿ ಕಚೇರಿಗಳಲ್ಲಿ ಸಂಪೂರ್ಣ ಕನ್ನಡ ಅನುಷ್ಠಾನವಾಗಬೇಕು ಎಂದು ಅವರು ಅಭಿಪ್ರಾಯಪಟ್ಟರು. [419,189,522,250]
headline-vishnu-family: ಹಾಲಾಳು ಗ್ರಾಮದ ಬಳಿಯ ಉದ್ದೇಶಿತ ಸ್ಮಾರಕ ಸ್ಥಳದಲ್ಲಿ ವಿಷ್ಣುವರ್ಧನ್ ಭಾವಚಿತ್ರಕ್ಕೆ ಪತ್ನಿ ಭಾರತಿ ಕುಟುಂಬದಿಂದ ವಿಶೇಷ ಪೂಜೆ [312,760,699,798]
registration-marks-right [804,1214,844,1220]
body-vishnu-family-4: ಮೈಸೂರು,ಡಿ.30(ಎಂಟಿವೈ)–ಹಾಲಾಳು ಗ್ರಾಮದ ಬಳಿ ಡಾ.ವಿಷ್ಣುವರ್ಧನ್ ಸ್ಮಾರಕ ನಿರ್ಮಾಣಕ್ಕೆ ಉದ್ದೇಶಿಸಿರುವ ಸ್ಥಳದಲ್ಲಿ ಸೋಮವಾರ ಅವರ ಪತ್ನಿ ಡಾ.ಭಾರತಿ ವಿಷ್ಣುವರ್ಧನ್ ಹಾಗೂ ಕುಟುಂಬ ಸದಸ್ಯರು ವಿಷ್ಣುವರ್ಧನ್ ಭಾವಚಿತ್ರಕ್ಕೆ ವಿಶೇಷ ಪೂಜೆ ಸಲ್ಲಿಸಿದರು. ಅಳಿಯ ಅನಿರುದ್ಧ, ಪುತ್ರಿ ಕೀರ್ತಿ ಮತ್ತಿತರರು ಪಾಲ್ಗೊಂಡಿದ್ದರು. ಶೀಘ್ರವೇ ಸ್ಮಾರಕ ನಿರ್ಮಾಣ ಕಾರ್ಯ ಪೂರ್ಣಗೊಳ್ಳಲಿದೆ ಎಂದು ಭಾರತಿ ವಿಷ್ಣುವರ್ಧನ್ ವಿಶ್ವಾಸ ವ್ಯಕ್ತಪಡಿಸಿದರು. ನೂರಾರು ಅಭಿಮಾನಿಗಳು ಸ್ಥಳದಲ್ಲಿ ಜಮಾಯಿಸಿದ್ದರು. [587,1007,712,1044]
body-kannada-3: ಮೈಸೂರು,ಡಿ.30(ಆರ್‌ಕೆ)–ಕನ್ನಡ ಭಾಷೆಯ ಬಳಕೆ ಹಾಗೂ ಪ್ರಚಾರ ಕಡಿಮೆಯಾಗುತ್ತಿರುವುದರಿಂದ ದಿನೇ ದಿನೇ ಕನ್ನಡ ಕಣ್ಮರೆಯಾಗುತ್ತಿದೆ ಎಂದು ಹಿರಿಯ ವಿದ್ವಾಂಸರು ಆತಂಕ ವ್ಯಕ್ತಪಡಿಸಿದರು. ಕನ್ನಡ ಅಭಿವೃದ್ಧಿ ಪ್ರಾಧಿಕಾರ ಮತ್ತು ಇ-ಆಡಳಿತ ಕೇಂದ್ರದ ಸಹಯೋಗದಲ್ಲಿ ಆಯೋಜಿಸಿದ್ದ ಎರಡು ದಿನಗಳ ಇ-ಕನ್ನಡ ಕಮ್ಮಟವನ್ನು ಉದ್ಘಾಟಿಸಿ ಅವರು ಮಾತನಾಡಿದರು. ತಂತ್ರಜ್ಞಾನದ ಯುಗದಲ್ಲಿ ಕನ್ನಡವನ್ನು ಕಂಪ್ಯೂಟರ್ ಹಾಗೂ ಮೊಬೈಲ್‌ಗಳಲ್ಲಿ ಸಮರ್ಪಕವಾಗಿ ಬಳಸುವಂತೆ ಮಾಡುವ ಅಗತ್ಯವಿದೆ. ಯುವ ಪೀಳಿಗೆ ಕನ್ನಡ ತಂತ್ರಾಂಶಗಳನ್ನು ಹೆಚ್ಚಾಗಿ ಬಳಸಬೇಕು. ಸರ್ಕಾರಿ ಕಚೇರಿಗಳಲ್ಲಿ ಸಂಪೂರ್ಣ ಕನ್ನಡ ಅನುಷ್ಠಾನವಾಗಬೇಕು ಎಂದು ಅವರು ಅಭಿಪ್ರಾಯಪಟ್ಟರು. [526,466,681,509]
section-name: ಮೈಸೂರು ನಗರ [135,96,207,112]
photo-manjunath [609,590,659,645]
